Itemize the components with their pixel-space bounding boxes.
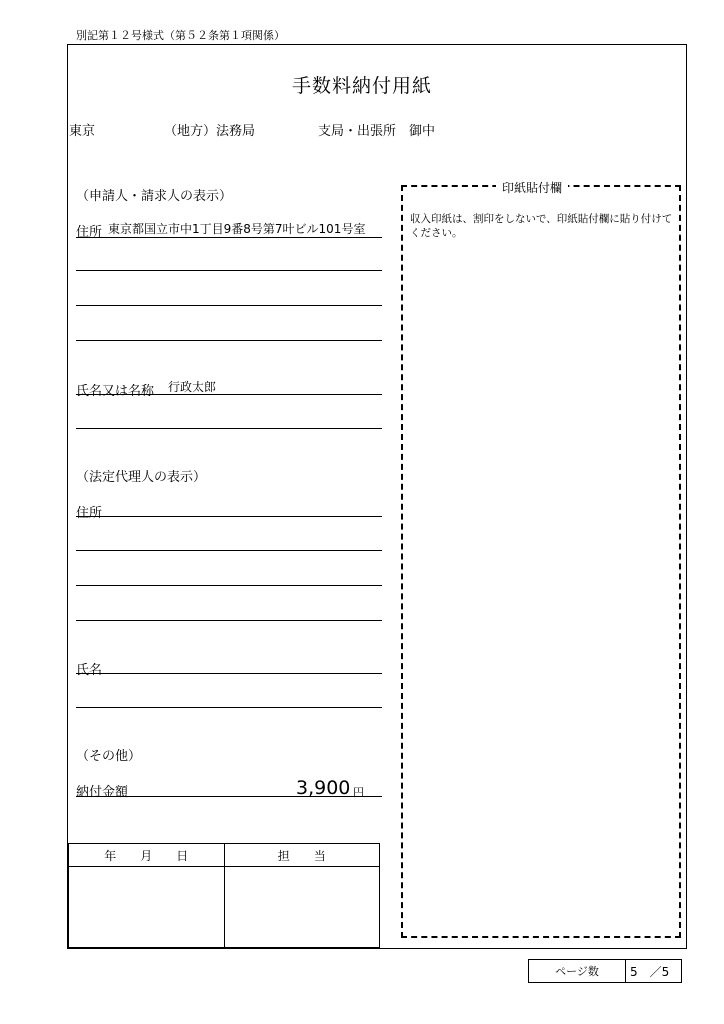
bureau-name: （地方）法務局: [164, 124, 256, 139]
stamp-area-note: 収入印紙は、割印をしないで、印紙貼付欄に貼り付けてください。: [410, 213, 673, 239]
representative-address-line-3: [76, 585, 382, 586]
applicant-name-line-1: [76, 394, 382, 395]
representative-name-line-1: [76, 673, 382, 674]
applicant-address-line-1: [76, 237, 382, 238]
applicant-name-label: 氏名又は名称: [76, 384, 155, 399]
fee-line: [76, 796, 382, 797]
page-count-box: [528, 959, 682, 983]
fee-unit: 円: [353, 786, 364, 799]
applicant-address-line-2: [76, 270, 382, 271]
page-count-label: ページ数: [529, 960, 626, 982]
form-title: 手数料納付用紙: [291, 75, 432, 97]
representative-name-label: 氏名: [76, 663, 103, 678]
applicant-address-line-4: [76, 340, 382, 341]
fee-amount: 3,900: [296, 777, 351, 799]
bureau-prefix: 東京: [69, 124, 96, 139]
stamp-area-box: [401, 185, 681, 938]
representative-address-line-4: [76, 620, 382, 621]
applicant-address-label: 住所: [76, 225, 103, 240]
representative-section-label: （法定代理人の表示）: [76, 470, 207, 485]
staff-header-cell: 担 当: [224, 844, 380, 867]
representative-address-line-1: [76, 516, 382, 517]
other-section-label: （その他）: [76, 749, 142, 764]
representative-address-line-2: [76, 550, 382, 551]
applicant-name-value: 行政太郎: [168, 380, 217, 394]
date-cell: [69, 867, 225, 948]
applicant-section-label: （申請人・請求人の表示）: [76, 189, 233, 204]
applicant-name-line-2: [76, 428, 382, 429]
fee-label: 納付金額: [76, 785, 129, 800]
office-use-table: [68, 843, 380, 948]
branch-name: 支局・出張所 御中: [318, 124, 436, 139]
stamp-area-title: 印紙貼付欄: [496, 179, 568, 196]
applicant-address-line-3: [76, 305, 382, 306]
form-reference: 別記第１２号様式（第５２条第１項関係）: [76, 29, 285, 42]
page-count-value: 5 ／5: [630, 964, 670, 979]
representative-name-line-2: [76, 707, 382, 708]
representative-address-label: 住所: [76, 506, 103, 521]
applicant-address-value: 東京都国立市中1丁目9番8号第7叶ビル101号室: [108, 222, 366, 236]
date-header-cell: 年 月 日: [69, 844, 225, 867]
staff-cell: [224, 867, 380, 948]
